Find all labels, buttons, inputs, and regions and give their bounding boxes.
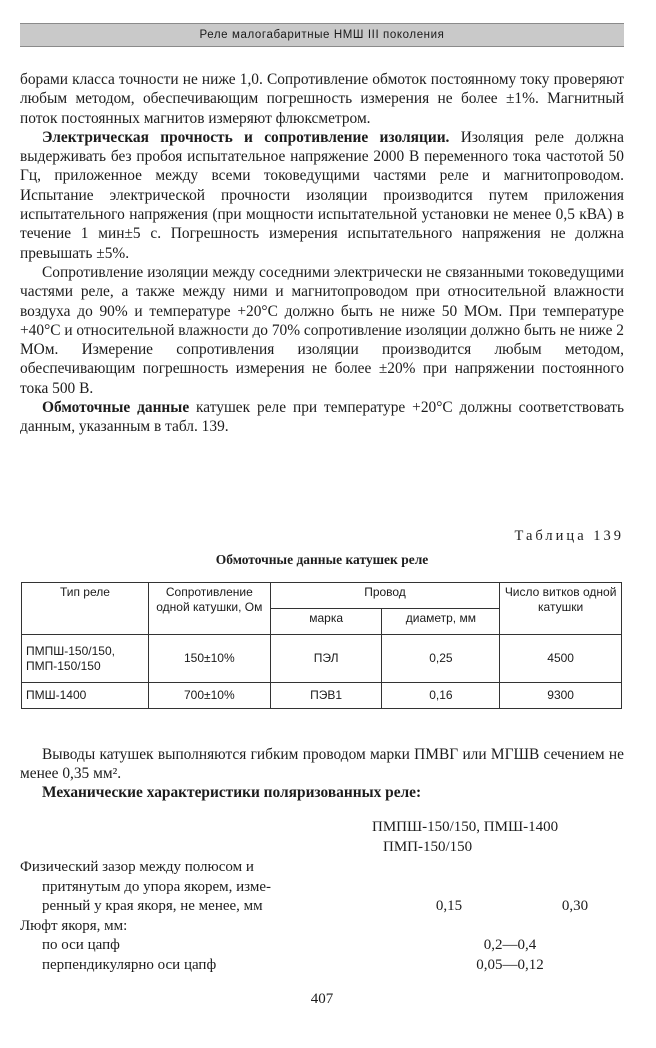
leads-text: Выводы катушек выполняются гибким проводом марки ПМВГ или МГШВ сечением не менее 0,35 мм². (20, 746, 624, 782)
cell-type: ПМПШ-150/150, ПМП-150/150 (22, 635, 149, 683)
header-turns: Число витков одной катушки (500, 583, 622, 635)
gap-value-a: 0,15 (435, 898, 463, 914)
section-heading-insulation: Электрическая прочность и сопротивление изоляции. (42, 128, 450, 146)
cell-mark: ПЭЛ (270, 635, 382, 683)
cell-turns: 4500 (500, 635, 622, 683)
play-title: Люфт якоря, мм: (20, 917, 128, 934)
paragraph-measurement: борами класса точности не ниже 1,0. Сопротивление обмоток постоянному току проверяют любым методом, обеспечивающим погрешность измерения не более ±1%. Магнитный поток постоянных магнитов измеряют флюксметром. (20, 71, 624, 127)
body-text (20, 70, 624, 437)
mech-column-header-2: ПМП-150/150 (383, 839, 473, 855)
winding-data-table (21, 582, 622, 709)
table-row (22, 683, 622, 709)
gap-label-1: Физический зазор между полюсом и (20, 859, 254, 875)
paragraph-insulation-resistance: Сопротивление изоляции между соседними электрически не связанными токоведущими частями реле, а также между ними и магнитопроводом при относительной влажности воздуха до 90% и температуре +20°С должно быть не ниже 50 МОм. При температуре +40°С и относительной влажности до 70% сопротивление изоляции должно быть не ниже 2 МОм. Измерение сопротивления изоляции производится любым методом, обеспечивающим погрешность измерения не более ±20% при напряжении постоянного тока 500 В. (20, 263, 624, 397)
table-number-label: Таблица 139 (514, 528, 624, 544)
paragraph-leads (20, 745, 624, 802)
cell-mark: ПЭВ1 (270, 683, 382, 709)
cell-type: ПМШ-1400 (22, 683, 149, 709)
header-wire-diameter: диаметр, мм (382, 609, 500, 635)
gap-label-2: притянутым до упора якорем, изме- (42, 878, 271, 895)
mech-column-header: ПМПШ-150/150, ПМШ-1400 (372, 819, 559, 835)
play-perp-label: перпендикулярно оси цапф (42, 956, 217, 973)
header-wire: Провод (270, 583, 499, 609)
gap-label-3: ренный у края якоря, не менее, мм (42, 898, 263, 914)
table-row (22, 635, 622, 683)
play-axis-label: по оси цапф (42, 937, 120, 953)
paragraph-winding-data (20, 398, 624, 437)
header-coil-resistance: Сопротивление одной катушки, Ом (148, 583, 270, 635)
cell-diameter: 0,16 (382, 683, 500, 709)
cell-resistance: 700±10% (148, 683, 270, 709)
play-axis-value: 0,2—0,4 (483, 937, 537, 953)
gap-value-b: 0,30 (561, 898, 589, 914)
header-wire-mark: марка (270, 609, 382, 635)
paragraph-insulation-text: Изоляция реле должна выдерживать без пробоя испытательное напряжение 2000 В переменного тока частотой 50 Гц, приложенное между всеми токоведущими частями реле и магнитопроводом. Испытание электрической прочности изоляции производится путем приложения испытательного напряжения (при мощности испытательной установки не менее 0,5 кВА) в течение 1 мин±5 с. Погрешность измерения испытательного напряжения не должна превышать ±5%. (20, 128, 624, 262)
header-relay-type: Тип реле (22, 583, 149, 635)
cell-resistance: 150±10% (148, 635, 270, 683)
mech-section-heading: Механические характеристики поляризованных реле: (42, 784, 422, 801)
cell-diameter: 0,25 (382, 635, 500, 683)
page-number: 407 (310, 991, 334, 1007)
mechanical-characteristics (20, 818, 624, 975)
paragraph-insulation-strength (20, 128, 624, 263)
play-perp-value: 0,05—0,12 (476, 956, 544, 973)
table-title: Обмоточные данные катушек реле (215, 552, 429, 567)
cell-turns: 9300 (500, 683, 622, 709)
section-heading-winding: Обмоточные данные (42, 399, 190, 417)
running-header: Реле малогабаритные НМШ III поколения (20, 23, 624, 47)
paragraph-winding-text: катушек реле при температуре +20°С должны соответствовать данным, указанным в табл. 139. (20, 399, 624, 436)
